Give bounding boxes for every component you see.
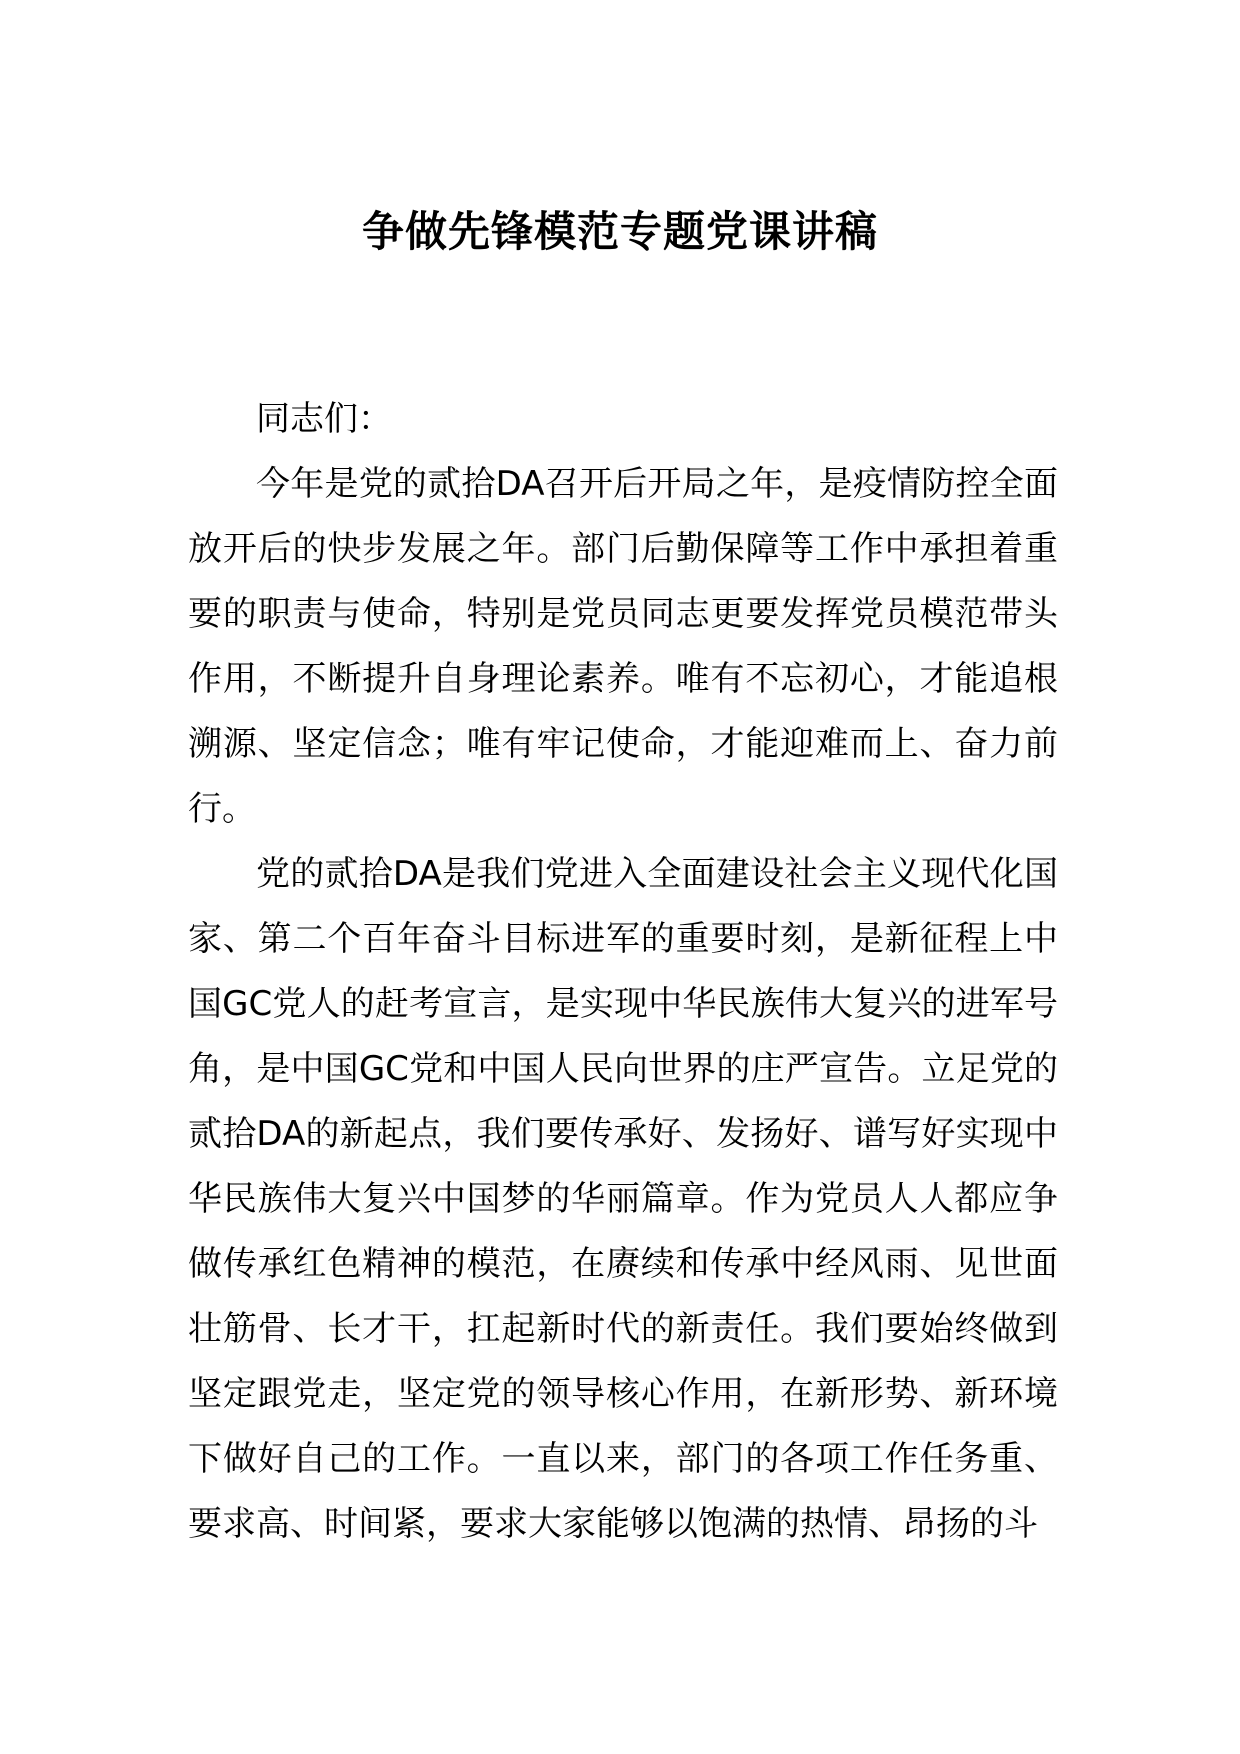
- paragraph-1: 今年是党的贰拾DA召开后开局之年，是疫情防控全面放开后的快步发展之年。部门后勤保障等工作中承担着重要的职责与使命，特别是党员同志更要发挥党员模范带头作用，不断提升自身理论素养。唯有不忘初心，才能追根溯源、坚定信念；唯有牢记使命，才能迎难而上、奋力前行。: [188, 464, 1058, 829]
- document-body: [188, 387, 1058, 1557]
- paragraph-2: 党的贰拾DA是我们党进入全面建设社会主义现代化国家、第二个百年奋斗目标进军的重要时刻，是新征程上中国GC党人的赶考宣言，是实现中华民族伟大复兴的进军号角，是中国GC党和中国人民向世界的庄严宣告。立足党的贰拾DA的新起点，我们要传承好、发扬好、谱写好实现中华民族伟大复兴中国梦的华丽篇章。作为党员人人都应争做传承红色精神的模范，在赓续和传承中经风雨、见世面壮筋骨、长才干，扛起新时代的新责任。我们要始终做到坚定跟党走，坚定党的领导核心作用，在新形势、新环境下做好自己的工作。一直以来，部门的各项工作任务重、要求高、时间紧，要求大家能够以饱满的热情、昂扬的斗: [188, 854, 1058, 1544]
- greeting: 同志们：: [256, 399, 392, 439]
- document-title: 争做先锋模范专题党课讲稿: [361, 207, 878, 256]
